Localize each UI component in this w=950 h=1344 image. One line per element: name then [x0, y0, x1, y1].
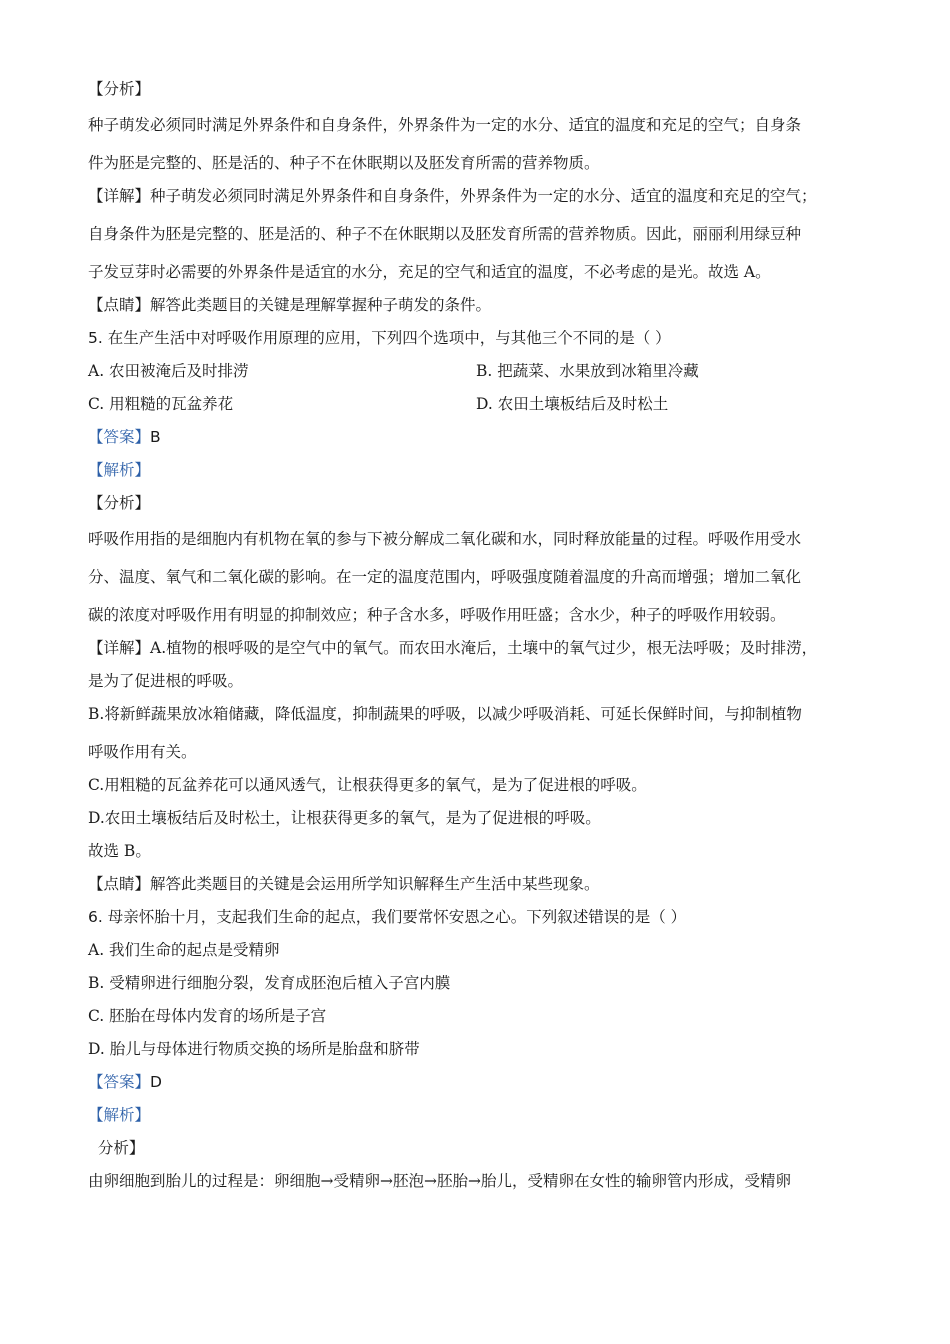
- option-d: D. 农田土壤板结后及时松土: [476, 395, 669, 413]
- option-d: D. 胎儿与母体进行物质交换的场所是胎盘和脐带: [88, 1040, 420, 1058]
- answer-tag: 【答案】: [88, 1073, 151, 1091]
- question-number: 5.: [88, 329, 103, 347]
- document-page: [88, 78, 878, 1192]
- option-a: A. 我们生命的起点是受精卵: [88, 941, 280, 959]
- detail-line: B.将新鲜蔬果放冰箱储藏，降低温度，抑制蔬果的呼吸，以减少呼吸消耗、可延长保鲜时间，与抑制植物: [88, 705, 802, 723]
- answer-line: [88, 426, 878, 448]
- option-a: A. 农田被淹后及时排涝: [88, 362, 249, 380]
- comment-line: 【点睛】解答此类题目的关键是理解掌握种子萌发的条件。: [88, 296, 492, 314]
- option-c: C. 用粗糙的瓦盆养花: [88, 395, 234, 413]
- answer-value: B: [150, 428, 161, 446]
- analysis-line: 碳的浓度对呼吸作用有明显的抑制效应；种子含水多，呼吸作用旺盛；含水少，种子的呼吸作用较弱。: [88, 606, 786, 624]
- analysis-tag: 【分析】: [88, 80, 151, 98]
- answer-value: D: [150, 1073, 162, 1091]
- analysis-tag: 【分析】: [88, 494, 151, 512]
- option-b: B. 把蔬菜、水果放到冰箱里冷藏: [476, 362, 699, 380]
- analysis-line: 分、温度、氧气和二氧化碳的影响。在一定的温度范围内，呼吸强度随着温度的升高而增强；增加二氧化: [88, 568, 802, 586]
- detail-line: C.用粗糙的瓦盆养花可以通风透气，让根获得更多的氧气，是为了促进根的呼吸。: [88, 776, 647, 794]
- answer-line: [88, 1071, 878, 1093]
- explanation-tag: 【解析】: [88, 1106, 151, 1124]
- analysis-line: 件为胚是完整的、胚是活的、种子不在休眠期以及胚发育所需的营养物质。: [88, 154, 600, 172]
- question-stem: 在生产生活中对呼吸作用原理的应用，下列四个选项中，与其他三个不同的是（ ）: [107, 329, 671, 347]
- analysis-line: 由卵细胞到胎儿的过程是：卵细胞→受精卵→胚泡→胚胎→胎儿，受精卵在女性的输卵管内形成，受精卵: [88, 1172, 791, 1190]
- detail-line: D.农田土壤板结后及时松土，让根获得更多的氧气，是为了促进根的呼吸。: [88, 809, 601, 827]
- analysis-tag: 分析】: [88, 1139, 145, 1157]
- detail-line: 【详解】A.植物的根呼吸的是空气中的氧气。而农田水淹后，土壤中的氧气过少，根无法呼吸；及时排涝，: [88, 639, 818, 657]
- question-number: 6.: [88, 908, 103, 926]
- option-b: B. 受精卵进行细胞分裂，发育成胚泡后植入子宫内膜: [88, 974, 451, 992]
- option-c: C. 胚胎在母体内发育的场所是子宫: [88, 1007, 327, 1025]
- detail-line: 子发豆芽时必需要的外界条件是适宜的水分，充足的空气和适宜的温度，不必考虑的是光。故选 A。: [88, 263, 771, 281]
- question-6: [88, 906, 878, 928]
- detail-line: 自身条件为胚是完整的、胚是活的、种子不在休眠期以及胚发育所需的营养物质。因此，丽丽利用绿豆种: [88, 225, 802, 243]
- analysis-line: 种子萌发必须同时满足外界条件和自身条件，外界条件为一定的水分、适宜的温度和充足的空气；自身条: [88, 116, 802, 134]
- detail-line: 故选 B。: [88, 842, 151, 860]
- options-row: [88, 393, 878, 415]
- analysis-line: 呼吸作用指的是细胞内有机物在氧的参与下被分解成二氧化碳和水，同时释放能量的过程。呼吸作用受水: [88, 530, 802, 548]
- comment-line: 【点睛】解答此类题目的关键是会运用所学知识解释生产生活中某些现象。: [88, 875, 600, 893]
- explanation-tag: 【解析】: [88, 461, 151, 479]
- detail-line: 【详解】种子萌发必须同时满足外界条件和自身条件，外界条件为一定的水分、适宜的温度和充足的空气；: [88, 187, 817, 205]
- answer-tag: 【答案】: [88, 428, 151, 446]
- detail-line: 呼吸作用有关。: [88, 743, 197, 761]
- question-5: [88, 327, 878, 349]
- options-row: [88, 360, 878, 382]
- detail-line: 是为了促进根的呼吸。: [88, 672, 244, 690]
- question-stem: 母亲怀胎十月，支起我们生命的起点，我们要常怀安恩之心。下列叙述错误的是（ ）: [107, 908, 687, 926]
